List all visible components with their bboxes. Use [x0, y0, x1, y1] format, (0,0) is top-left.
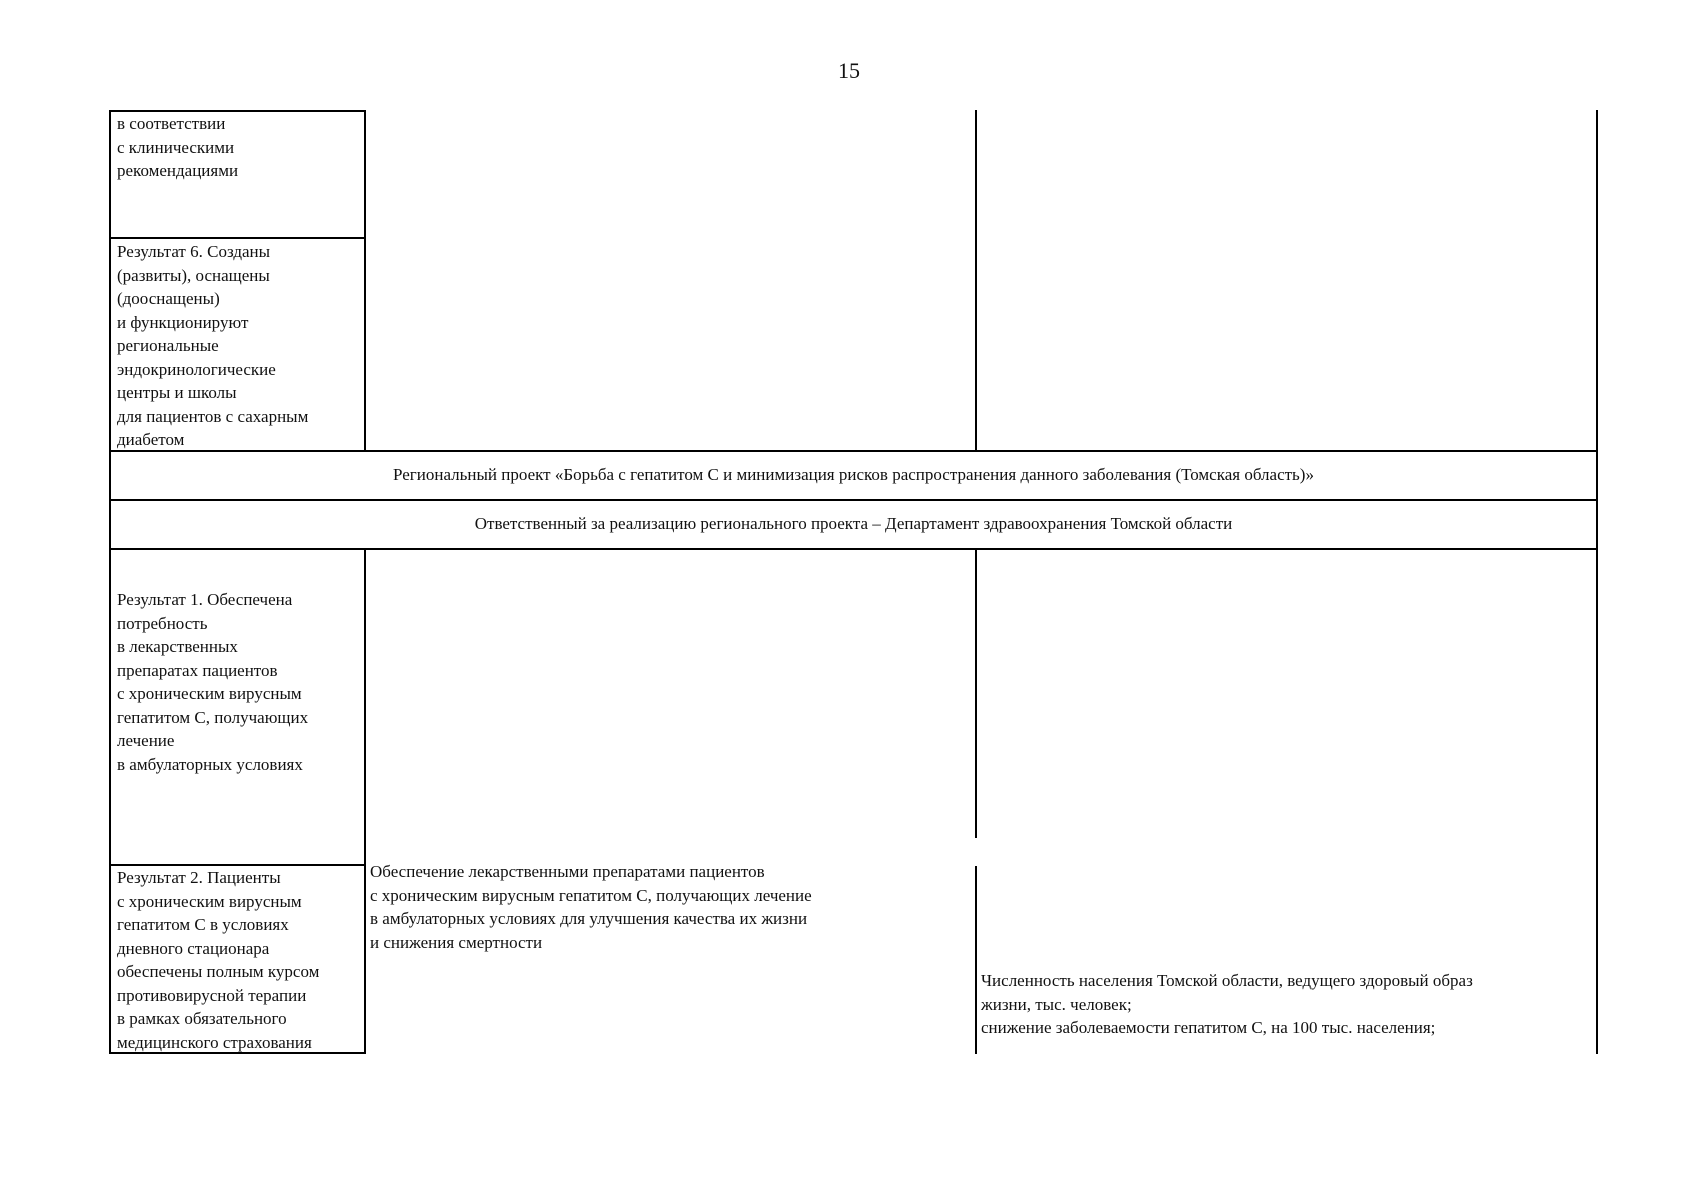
table-border — [1596, 548, 1598, 1054]
result-1-cell: Результат 1. Обеспечена потребность в лекарственных препаратах пациентов с хроническим вирусным гепатитом С, получающих лечение в амбулаторных условиях — [117, 590, 309, 774]
indicators-cell: Численность населения Томской области, ведущего здоровый образ жизни, тыс. человек; снижение заболеваемости гепатитом С, на 100 тыс. населения; — [981, 971, 1473, 1037]
table-border — [975, 866, 977, 1054]
table-border — [364, 548, 366, 1054]
upper-cell-continuation: в соответствии с клиническими рекомендациями — [117, 114, 239, 180]
task-cell: Обеспечение лекарственными препаратами пациентов с хроническим вирусным гепатитом С, получающих лечение в амбулаторных условиях для улучшения качества их жизни и снижения смертности — [370, 862, 812, 952]
table-border — [109, 450, 1598, 452]
result-2-cell: Результат 2. Пациенты с хроническим вирусным гепатитом С в условиях дневного стационара обеспечены полным курсом противовирусной терапии в рамках обязательного медицинского страхования — [117, 868, 320, 1052]
table-border — [109, 548, 1598, 550]
responsible-department: Ответственный за реализацию регионального проекта – Департамент здравоохранения Томской области — [474, 514, 1233, 533]
table-border — [975, 110, 977, 451]
table-border — [109, 548, 111, 1054]
page-number: 15 — [838, 58, 860, 83]
table-border — [975, 548, 977, 838]
table-border — [1596, 110, 1598, 451]
table-border — [109, 499, 1598, 501]
table-border — [109, 110, 111, 451]
project-title: Региональный проект «Борьба с гепатитом С и минимизация рисков распространения данного заболевания (Томская область)» — [393, 465, 1314, 484]
result-6-cell: Результат 6. Созданы (развиты), оснащены (дооснащены) и функционируют региональные эндокринологические центры и школы для пациентов с сахарным диабетом — [117, 242, 309, 449]
table-border — [109, 237, 365, 239]
table-border — [364, 110, 366, 451]
